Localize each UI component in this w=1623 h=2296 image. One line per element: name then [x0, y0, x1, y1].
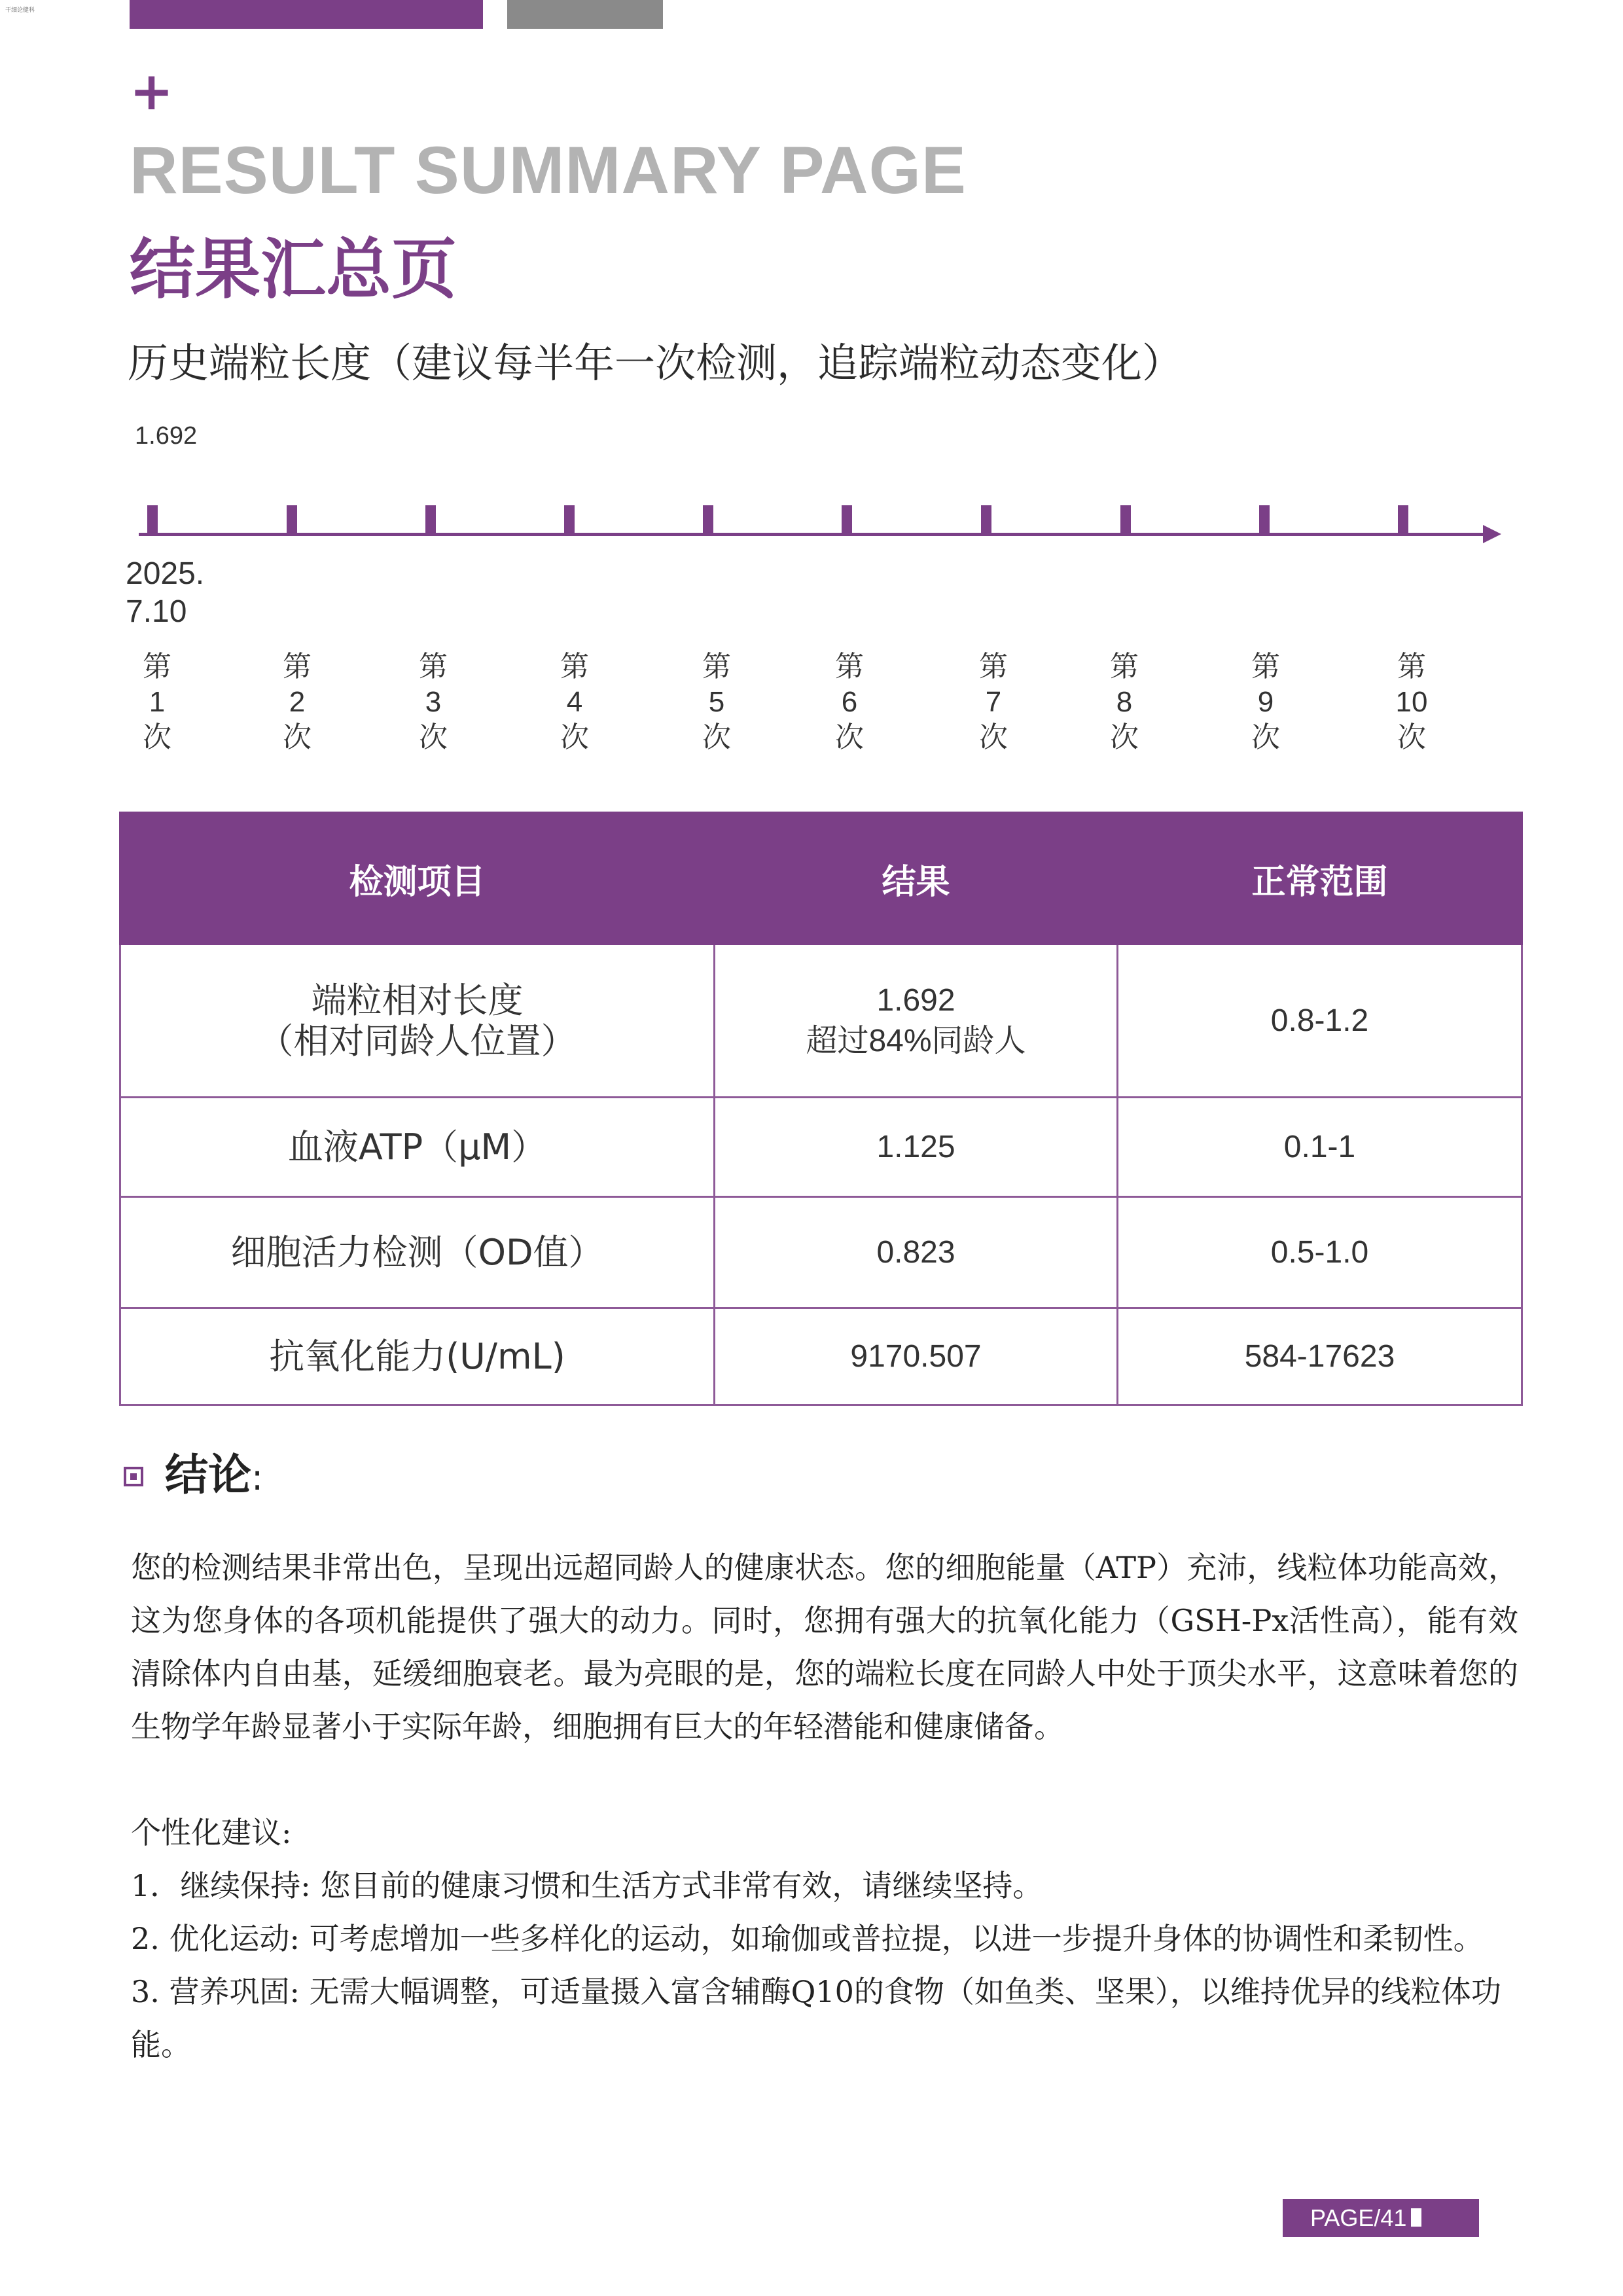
header-result: 结果: [715, 813, 1118, 944]
row-range: 0.8-1.2: [1118, 944, 1522, 1098]
page-number: PAGE/41: [1310, 2204, 1407, 2231]
table-row: [120, 944, 1522, 1098]
timeline-label-part: 次: [702, 721, 731, 753]
row-range: 584-17623: [1118, 1308, 1522, 1405]
timeline-date-line2: 7.10: [126, 594, 187, 629]
timeline-label-part: 2: [289, 686, 306, 718]
table-row: [120, 1197, 1522, 1308]
timeline-tick: [425, 505, 436, 535]
row-result: [715, 944, 1118, 1098]
table-row: [120, 1098, 1522, 1197]
timeline-label-part: 第: [560, 651, 589, 683]
header-item: 检测项目: [120, 813, 715, 944]
top-accent-bar-gray: [507, 0, 663, 29]
timeline-label-part: 7: [985, 686, 1002, 718]
timeline-label: [1379, 649, 1444, 755]
timeline-label-part: 第: [979, 651, 1008, 683]
conclusion-square-icon: [124, 1467, 143, 1486]
timeline-label-part: 3: [425, 686, 442, 718]
timeline-label-part: 次: [419, 721, 448, 753]
timeline-label-part: 8: [1116, 686, 1133, 718]
timeline-label-part: 次: [1251, 721, 1280, 753]
timeline-first-value: 1.692: [135, 422, 198, 450]
timeline-label: [817, 649, 882, 755]
row-result-line2: 超过84%同龄人: [806, 1023, 1026, 1058]
row-item: 细胞活力检测（OD值）: [120, 1197, 715, 1308]
timeline-label-part: 次: [1110, 721, 1139, 753]
timeline-label-part: 4: [566, 686, 583, 718]
advice-item: 1．继续保持: 您目前的健康习惯和生活方式非常有效，请继续坚持。: [131, 1868, 1043, 1903]
timeline-label-part: 次: [560, 721, 589, 753]
timeline-tick: [703, 505, 713, 535]
timeline-label: [961, 649, 1026, 755]
row-item: [120, 944, 715, 1098]
timeline-date-line1: 2025.: [126, 556, 205, 591]
timeline-tick: [564, 505, 575, 535]
timeline-label-part: 5: [708, 686, 725, 718]
timeline-label-part: 次: [143, 721, 171, 753]
plus-icon: +: [130, 61, 174, 122]
timeline-label-part: 第: [1251, 651, 1280, 683]
timeline-label-part: 次: [283, 721, 312, 753]
timeline-label-part: 第: [1397, 651, 1426, 683]
timeline-axis: [139, 533, 1492, 536]
page-title-en: RESULT SUMMARY PAGE: [130, 133, 967, 207]
page-number-badge: [1283, 2199, 1479, 2237]
top-accent-bar-purple: [130, 0, 483, 29]
timeline-label-part: 1: [149, 686, 166, 718]
page-title-zh: 结果汇总页: [130, 231, 457, 308]
timeline-label-part: 第: [702, 651, 731, 683]
row-result: 9170.507: [715, 1308, 1118, 1405]
timeline-label-part: 10: [1395, 686, 1428, 718]
advice-block: [131, 1806, 1518, 2072]
timeline-label: [124, 649, 190, 755]
row-item-line1: 端粒相对长度: [311, 979, 524, 1021]
advice-item: 2. 优化运动: 可考虑增加一些多样化的运动，如瑜伽或普拉提，以进一步提升身体的协调性和柔韧性。: [131, 1921, 1484, 1956]
timeline-tick: [842, 505, 852, 535]
timeline-label-part: 第: [1110, 651, 1139, 683]
table-header-row: [120, 813, 1522, 944]
timeline-label: [542, 649, 607, 755]
timeline-label: [401, 649, 466, 755]
timeline-arrow-icon: [1483, 525, 1501, 543]
row-result: 1.125: [715, 1098, 1118, 1197]
row-item: 血液ATP（μM）: [120, 1098, 715, 1197]
timeline-tick: [981, 505, 991, 535]
section-subtitle: 历史端粒长度（建议每半年一次检测，追踪端粒动态变化）: [128, 339, 1183, 387]
timeline-label-part: 6: [841, 686, 858, 718]
results-table: [119, 812, 1523, 1406]
conclusion-title: [165, 1449, 263, 1504]
page-marker-icon: [1411, 2208, 1421, 2227]
corner-note: 干细论健科: [5, 7, 35, 14]
timeline-label-part: 第: [143, 651, 171, 683]
timeline-first-date: [126, 555, 230, 631]
row-range: 0.5-1.0: [1118, 1197, 1522, 1308]
timeline-label: [1092, 649, 1157, 755]
row-item-line2: （相对同龄人位置）: [258, 1020, 577, 1062]
advice-title: 个性化建议:: [131, 1815, 292, 1850]
timeline-label: [264, 649, 330, 755]
row-range: 0.1-1: [1118, 1098, 1522, 1197]
timeline-label-part: 第: [283, 651, 312, 683]
header-range: 正常范围: [1118, 813, 1522, 944]
row-result: 0.823: [715, 1197, 1118, 1308]
timeline-label-part: 次: [1397, 721, 1426, 753]
advice-item: 3. 营养巩固: 无需大幅调整，可适量摄入富含辅酶Q10的食物（如鱼类、坚果），以维持优异的线粒体功能。: [131, 1974, 1501, 2062]
conclusion-paragraph: 您的检测结果非常出色，呈现出远超同龄人的健康状态。您的细胞能量（ATP）充沛，线粒体功能高效，这为您身体的各项机能提供了强大的动力。同时，您拥有强大的抗氧化能力（GSH-Px活性高），能有效清除体内自由基，延缓细胞衰老。最为亮眼的是，您的端粒长度在同龄人中处于顶尖水平，这意味着您的生物学年龄显著小于实际年龄，细胞拥有巨大的年轻潜能和健康储备。: [131, 1550, 1518, 1744]
timeline-tick: [147, 505, 158, 535]
timeline-label-part: 9: [1257, 686, 1274, 718]
timeline-tick: [287, 505, 297, 535]
row-item: 抗氧化能力(U/mL): [120, 1308, 715, 1405]
row-result-line1: 1.692: [876, 982, 955, 1018]
timeline-label-part: 次: [835, 721, 864, 753]
timeline-tick: [1120, 505, 1131, 535]
conclusion-title-colon: :: [251, 1457, 264, 1498]
timeline-label: [684, 649, 749, 755]
timeline-label-part: 次: [979, 721, 1008, 753]
timeline-tick: [1259, 505, 1270, 535]
timeline-label: [1233, 649, 1298, 755]
timeline-label-part: 第: [419, 651, 448, 683]
table-row: [120, 1308, 1522, 1405]
conclusion-title-text: 结论: [165, 1450, 251, 1500]
timeline-label-part: 第: [835, 651, 864, 683]
timeline-tick: [1398, 505, 1408, 535]
